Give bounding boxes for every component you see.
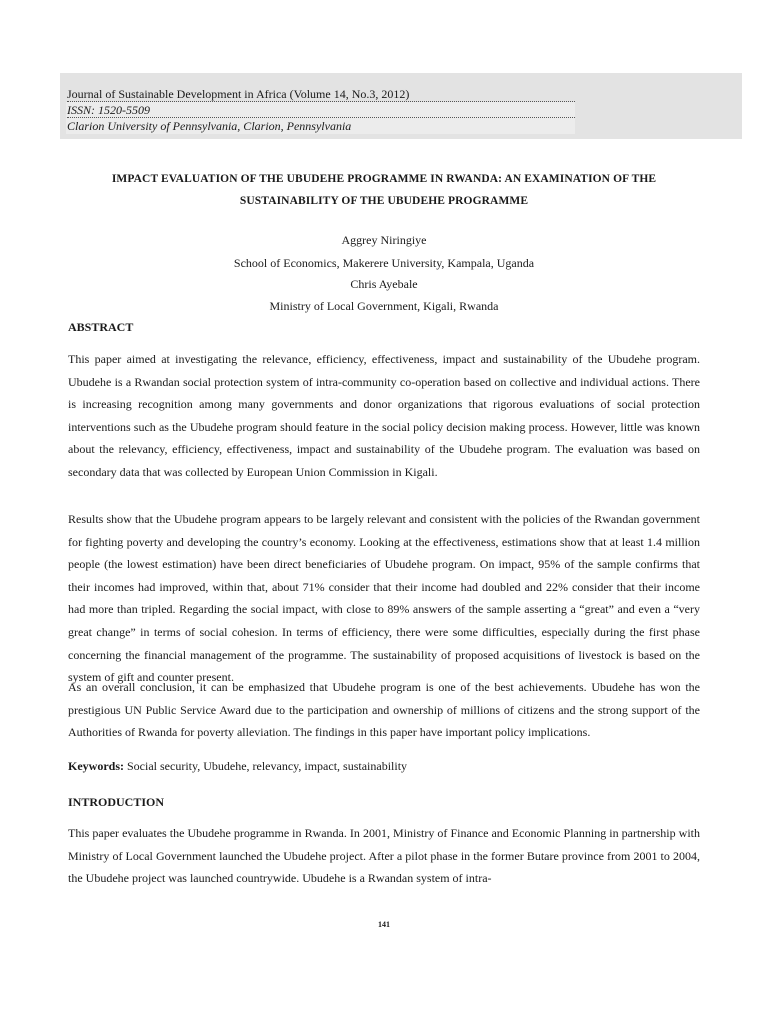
page-number: 141 <box>378 920 390 929</box>
abstract-paragraph: As an overall conclusion, it can be emphasized that Ubudehe program is one of the best achievements. Ubudehe has won the prestigious UN Public Service Award due to the participation and ownership of millions of citizens and the strong support of the Authorities of Rwanda for poverty alleviation. The findings in this paper have important policy implications. <box>68 680 700 740</box>
keywords <box>68 759 407 773</box>
author-name: Chris Ayebale <box>350 277 418 291</box>
author-name: Aggrey Niringiye <box>341 233 427 247</box>
paper-title-line: SUSTAINABILITY OF THE UBUDEHE PROGRAMME <box>239 195 529 207</box>
author-affiliation: Ministry of Local Government, Kigali, Rwanda <box>269 299 499 313</box>
author-affiliation: School of Economics, Makerere University, Kampala, Uganda <box>233 256 535 270</box>
introduction-paragraph: This paper evaluates the Ubudehe programme in Rwanda. In 2001, Ministry of Finance and Economic Planning in partnership with Ministry of Local Government launched the Ubudehe project. After a pilot phase in the former Butare province from 2001 to 2004, the Ubudehe project was launched countrywide. Ubudehe is a Rwandan system of intra- <box>68 826 700 886</box>
keywords-text: Social security, Ubudehe, relevancy, impact, sustainability <box>124 759 408 773</box>
paper-title <box>60 168 708 212</box>
abstract-heading: ABSTRACT <box>68 320 134 334</box>
journal-publisher: Clarion University of Pennsylvania, Clarion, Pennsylvania <box>67 119 352 133</box>
abstract-paragraph: Results show that the Ubudehe program appears to be largely relevant and consistent with the policies of the Rwandan government for fighting poverty and developing the country’s economy. Looking at the effectiveness, estimations show that at least 1.4 million people (the lowest estimation) have been direct beneficiaries of Ubudehe program. On impact, 95% of the sample confirms that their incomes had improved, within that, about 71% consider that their income had doubled and 22% consider that their income had more than tripled. Regarding the social impact, with close to 89% answers of the sample asserting a “great” and even a “very great change” in terms of social cohesion. In terms of efficiency, there were some difficulties, especially during the first phase concerning the financial management of the programme. The sustainability of proposed acquisitions of livestock is based on the system of gift and counter present. <box>68 512 700 685</box>
paper-title-line: IMPACT EVALUATION OF THE UBUDEHE PROGRAMME IN RWANDA: AN EXAMINATION OF THE <box>111 173 657 185</box>
abstract-paragraph: This paper aimed at investigating the relevance, efficiency, effectiveness, impact and sustainability of the Ubudehe program. Ubudehe is a Rwandan social protection system of intra-community co-operation based on collective and individual actions. There is increasing recognition among many governments and donor organizations that rigorous evaluations of social protection interventions such as the Ubudehe program should feature in the social policy decision making process. However, little was known about the relevancy, efficiency, effectiveness, impact and sustainability of the Ubudehe program. The evaluation was based on secondary data that was collected by European Union Commission in Kigali. <box>68 352 700 479</box>
introduction-heading: INTRODUCTION <box>68 795 165 809</box>
header-divider <box>67 101 575 102</box>
journal-header <box>60 73 742 139</box>
journal-issn: ISSN: 1520-5509 <box>67 103 150 117</box>
keywords-label: Keywords: <box>68 759 124 773</box>
journal-title: Journal of Sustainable Development in Africa (Volume 14, No.3, 2012) <box>67 87 410 101</box>
header-divider <box>67 117 575 118</box>
